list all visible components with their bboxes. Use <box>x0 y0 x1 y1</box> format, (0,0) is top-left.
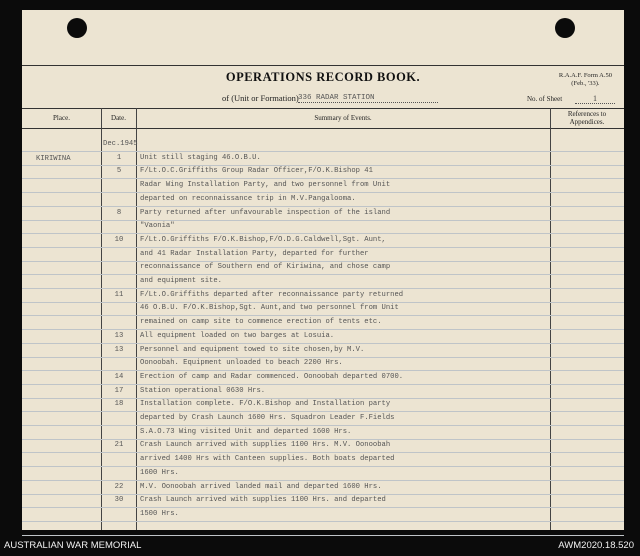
entry-date: 30 <box>114 496 124 505</box>
unit-value: 336 RADAR STATION <box>298 94 438 103</box>
ruled-line <box>22 357 624 358</box>
ruled-line <box>22 247 624 248</box>
ruled-line <box>22 370 624 371</box>
ruled-line <box>22 206 624 207</box>
ruled-line <box>22 535 624 536</box>
entry-text: Erection of camp and Radar commenced. Oonoobah departed 0700. <box>140 372 404 381</box>
entry-text: Unit still staging 46.O.B.U. <box>140 153 261 162</box>
entry-text: F/Lt.O.Griffiths departed after reconnaissance party returned <box>140 290 404 299</box>
entry-date: 13 <box>114 345 124 354</box>
ruled-line <box>22 466 624 467</box>
column-header-date: Date. <box>111 114 126 122</box>
column-header-place: Place. <box>53 114 70 122</box>
entry-text: reconnaissance of Southern end of Kiriwina, and chose camp <box>140 263 391 272</box>
sheet-number-label: No. of Sheet <box>527 95 563 103</box>
entry-text: F/Lt.O.Griffiths F/O.K.Bishop,F/O.D.G.Caldwell,Sgt. Aunt, <box>140 235 386 244</box>
form-number <box>559 72 612 88</box>
punch-hole <box>555 18 575 38</box>
ruled-line <box>22 315 624 316</box>
entry-date: 5 <box>116 167 122 176</box>
entry-text: F/Lt.O.C.Griffiths Group Radar Officer,F/O.K.Bishop 41 <box>140 167 373 176</box>
entry-text: 46 O.B.U. F/O.K.Bishop,Sgt. Aunt,and two personnel from Unit <box>140 304 399 313</box>
ruled-line <box>22 425 624 426</box>
entry-date: 18 <box>114 400 124 409</box>
ruled-line <box>22 274 624 275</box>
ruled-line <box>22 411 624 412</box>
entry-text: Party returned after unfavourable inspection of the island <box>140 208 391 217</box>
entry-text: departed by Crash Launch 1600 Hrs. Squadron Leader F.Fields <box>140 414 395 422</box>
ruled-line <box>22 507 624 508</box>
entry-date: 1 <box>116 153 122 162</box>
top-rule <box>22 65 624 66</box>
footer-accession: AWM2020.18.520 <box>558 540 634 551</box>
entry-date: 13 <box>114 331 124 340</box>
entry-text: S.A.O.73 Wing visited Unit and departed 1600 Hrs. <box>140 427 352 436</box>
entry-text: Station operational 0630 Hrs. <box>140 386 266 395</box>
entry-text: Installation complete. F/O.K.Bishop and Installation party <box>140 400 391 409</box>
entry-date: 22 <box>114 482 124 491</box>
page-title: OPERATIONS RECORD BOOK. <box>225 70 421 84</box>
entry-text: Crash Launch arrived with supplies 1100 Hrs. and departed <box>140 496 386 505</box>
entry-text: M.V. Oonoobah arrived landed mail and departed 1600 Hrs. <box>140 482 382 491</box>
header-bottom-rule <box>22 128 624 129</box>
entry-date: 17 <box>114 386 124 395</box>
punch-hole <box>67 18 87 38</box>
footer-credit: AUSTRALIAN WAR MEMORIAL <box>4 540 142 551</box>
entry-text: and equipment site. <box>140 277 222 285</box>
ruled-line <box>22 343 624 344</box>
ruled-line <box>22 452 624 453</box>
entry-date: 8 <box>116 208 122 217</box>
ruled-line <box>22 261 624 262</box>
entry-text: 1600 Hrs. <box>140 468 179 477</box>
ruled-line <box>22 398 624 399</box>
entry-date: Dec.1945 <box>103 140 138 148</box>
entry-text: 1500 Hrs. <box>140 509 179 518</box>
entry-text: "Vaonia" <box>140 222 175 231</box>
entry-date: 11 <box>114 290 124 299</box>
ruled-line <box>22 329 624 330</box>
column-header-summary: Summary of Events. <box>314 114 372 122</box>
entry-date: 21 <box>114 441 124 450</box>
entry-text: remained on camp site to commence erection of tents etc. <box>140 318 382 327</box>
entry-date: 14 <box>114 372 124 381</box>
ruled-line <box>22 178 624 179</box>
unit-label: of (Unit or Formation) <box>222 93 299 103</box>
ruled-line <box>22 220 624 221</box>
ruled-line <box>22 302 624 303</box>
entry-text: and 41 Radar Installation Party, departed for further <box>140 249 369 258</box>
entry-date: 10 <box>114 235 124 244</box>
entry-text: Crash Launch arrived with supplies 1100 Hrs. M.V. Oonoobah <box>140 441 391 450</box>
ruled-line <box>22 165 624 166</box>
entry-text: Personnel and equipment towed to site chosen,by M.V. <box>140 345 365 354</box>
entry-text: arrived 1400 Hrs with Canteen supplies. Both boats departed <box>140 455 395 464</box>
entry-text: Radar Wing Installation Party, and two personnel from Unit <box>140 181 391 190</box>
ruled-line <box>22 151 624 152</box>
ruled-line <box>22 288 624 289</box>
entry-text: Oonoobah. Equipment unloaded to beach 2200 Hrs. <box>140 359 343 368</box>
header-top-rule <box>22 108 624 109</box>
ruled-line <box>22 521 624 522</box>
ruled-line <box>22 233 624 234</box>
column-header-references: References to Appendices. <box>567 110 607 126</box>
ruled-line <box>22 384 624 385</box>
ruled-line <box>22 192 624 193</box>
place-entry: KIRIWINA <box>36 155 71 163</box>
form-number-label: R.A.A.F. Form A.50 <box>558 72 612 79</box>
ruled-line <box>22 480 624 481</box>
entry-text: All equipment loaded on two barges at Losuia. <box>140 331 335 340</box>
entry-text: departed on reconnaissance trip in M.V.Pangalooma. <box>140 194 356 203</box>
ruled-line <box>22 494 624 495</box>
ruled-line <box>22 439 624 440</box>
sheet-number-value: 1 <box>575 94 615 104</box>
form-date-label: (Feb., '33). <box>571 80 600 87</box>
record-sheet <box>22 10 624 530</box>
